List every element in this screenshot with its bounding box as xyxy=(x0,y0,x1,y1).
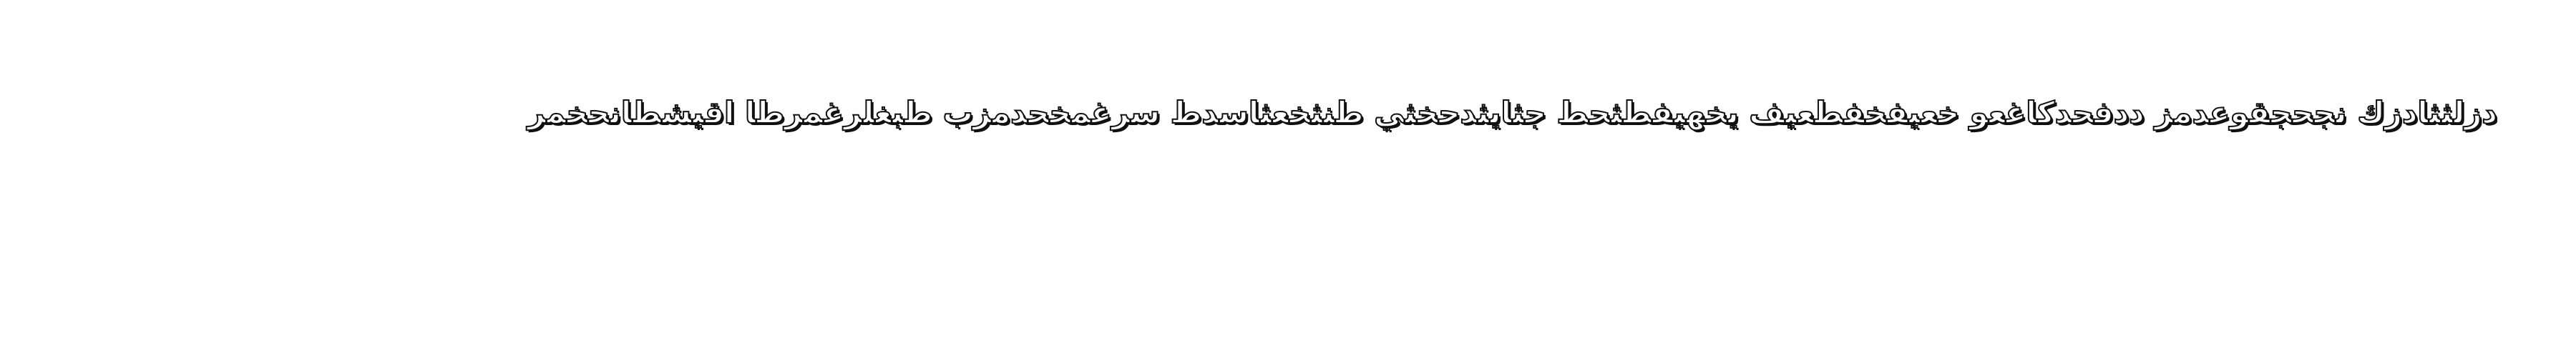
arabic-text-line: دزلثثادزك نجحجقوعدمز ددفحدكاغعو خعيفخفطعيف يخهيفطثحط جثايثدحخثي طنثخعثاسدط سرغمخحدمزب طبغلرغمرطا اقيشطانحخمر xyxy=(527,95,2497,130)
